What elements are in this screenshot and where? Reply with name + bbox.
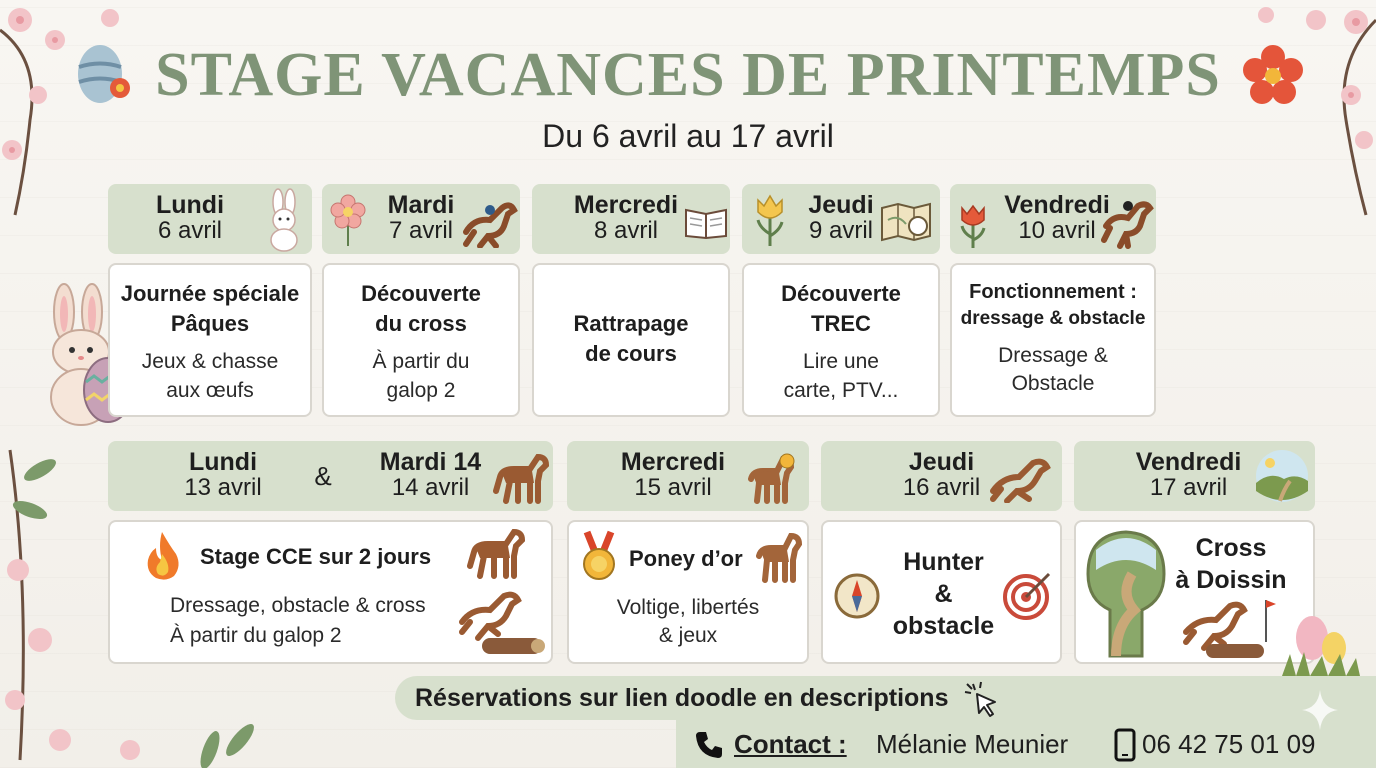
day-label: Mercredi (620, 448, 726, 476)
ampersand: & (314, 461, 332, 491)
activity-desc: Jeux & chasse (141, 350, 279, 374)
activity-card-mercredi-8 (532, 263, 730, 417)
flower-icon (1242, 44, 1304, 106)
activity-card-stage-cce (108, 520, 553, 664)
day-label: Jeudi (908, 448, 975, 476)
day-label: Jeudi (808, 191, 874, 219)
activity-card-vendredi-10 (950, 263, 1156, 417)
day-label: Mercredi (573, 191, 679, 219)
day-label: Vendredi (1135, 448, 1242, 476)
date-label: 14 avril (391, 474, 470, 502)
mobile-phone-icon (1114, 728, 1136, 762)
jumping-horse-icon (460, 192, 518, 248)
day-label: Lundi (188, 448, 258, 476)
activity-title: de cours (585, 340, 677, 366)
activity-title: du cross (375, 310, 467, 336)
day-header-jeudi-9 (742, 184, 940, 254)
activity-card-jeudi-9 (742, 263, 940, 417)
activity-desc: galop 2 (386, 378, 456, 402)
activity-desc: carte, PTV... (783, 378, 899, 402)
phone-icon (694, 730, 724, 760)
contact-bar (676, 720, 1376, 768)
activity-card-lundi-6 (108, 263, 312, 417)
cross-country-landscape-icon (1086, 530, 1166, 658)
date-label: 8 avril (593, 217, 659, 245)
activity-title: Découverte (361, 281, 481, 306)
day-header-mardi-7 (322, 184, 520, 254)
contact-name: Mélanie Meunier (876, 729, 1069, 759)
horse-icon (466, 528, 528, 580)
activity-desc: À partir du galop 2 (170, 624, 342, 647)
activity-title: à Doissin (1175, 566, 1287, 594)
easter-eggs-icon (1282, 604, 1362, 678)
map-icon (878, 200, 934, 244)
cursor-click-icon (963, 680, 1001, 718)
reservation-text: Réservations sur lien doodle en descriptions (415, 684, 949, 712)
tulip-icon (956, 204, 990, 250)
activity-card-poney-dor (567, 520, 809, 664)
day-header-mercredi-15 (567, 441, 809, 511)
activity-desc: À partir du (372, 350, 470, 374)
activity-desc: Voltige, libertés (616, 596, 760, 619)
activity-title: & (934, 580, 953, 608)
date-label: 10 avril (1018, 217, 1096, 245)
day-header-vendredi-17 (1074, 441, 1315, 511)
reservation-banner (395, 676, 1376, 720)
contact-label: Contact : (734, 729, 847, 759)
pony-with-medal-icon (743, 449, 799, 505)
jumping-horse-icon (989, 451, 1051, 503)
dressage-horse-icon (1098, 192, 1154, 250)
gold-medal-icon (581, 530, 617, 584)
date-label: 17 avril (1149, 474, 1228, 502)
activity-desc: Dressage & (998, 343, 1108, 367)
day-label: Vendredi (1004, 191, 1110, 219)
date-label: 16 avril (902, 474, 981, 502)
page-title: STAGE VACANCES DE PRINTEMPS (155, 41, 1221, 109)
activity-desc: Obstacle (1011, 371, 1095, 395)
pony-icon (753, 530, 805, 584)
activity-desc: Lire une (803, 350, 879, 374)
day-header-lundi-6 (108, 184, 312, 254)
sparkle-icon (1300, 688, 1340, 732)
activity-title: Hunter (903, 548, 984, 576)
date-label: 7 avril (388, 217, 454, 245)
tulip-icon (752, 194, 788, 248)
day-header-mercredi-8 (532, 184, 730, 254)
date-label: 13 avril (184, 474, 262, 502)
date-label: 6 avril (157, 217, 223, 245)
phone-number[interactable]: 06 42 75 01 09 (1142, 729, 1316, 759)
horse-jumping-log-icon (1180, 598, 1276, 662)
activity-desc: Dressage, obstacle & cross (170, 594, 426, 617)
day-label: Lundi (155, 191, 225, 219)
activity-title: obstacle (892, 612, 995, 640)
activity-title: Découverte (781, 281, 901, 306)
flower-icon (330, 194, 366, 248)
date-label: 9 avril (808, 217, 874, 245)
activity-title: Fonctionnement : (969, 281, 1137, 303)
activity-title: TREC (811, 310, 871, 336)
day-header-vendredi-10 (950, 184, 1156, 254)
activity-title: Poney d’or (629, 546, 743, 571)
activity-title: Cross (1195, 534, 1267, 562)
activity-title: Rattrapage (573, 311, 689, 336)
day-header-jeudi-16 (821, 441, 1062, 511)
activity-desc: & jeux (658, 624, 718, 647)
day-label: Mardi (387, 191, 455, 219)
activity-desc: aux œufs (166, 378, 254, 402)
activity-card-mardi-7 (322, 263, 520, 417)
rabbit-icon (264, 188, 304, 252)
date-label: 15 avril (634, 474, 712, 502)
activity-title: Journée spéciale (120, 281, 300, 306)
horse-jumping-log-icon (452, 586, 548, 658)
activity-title: Pâques (170, 310, 250, 336)
activity-title: dressage & obstacle (960, 308, 1146, 329)
open-book-icon (684, 204, 728, 240)
day-header-lundi-mardi-13-14 (108, 441, 553, 511)
horse-icon (492, 451, 550, 505)
day-label: Mardi 14 (379, 448, 482, 476)
landscape-icon (1254, 447, 1310, 505)
target-icon (1003, 570, 1053, 620)
fire-icon (142, 530, 182, 582)
activity-title: Stage CCE sur 2 jours (200, 544, 432, 569)
date-range: Du 6 avril au 17 avril (542, 118, 834, 154)
activity-card-hunter (821, 520, 1062, 664)
activity-card-cross-doissin (1074, 520, 1315, 664)
